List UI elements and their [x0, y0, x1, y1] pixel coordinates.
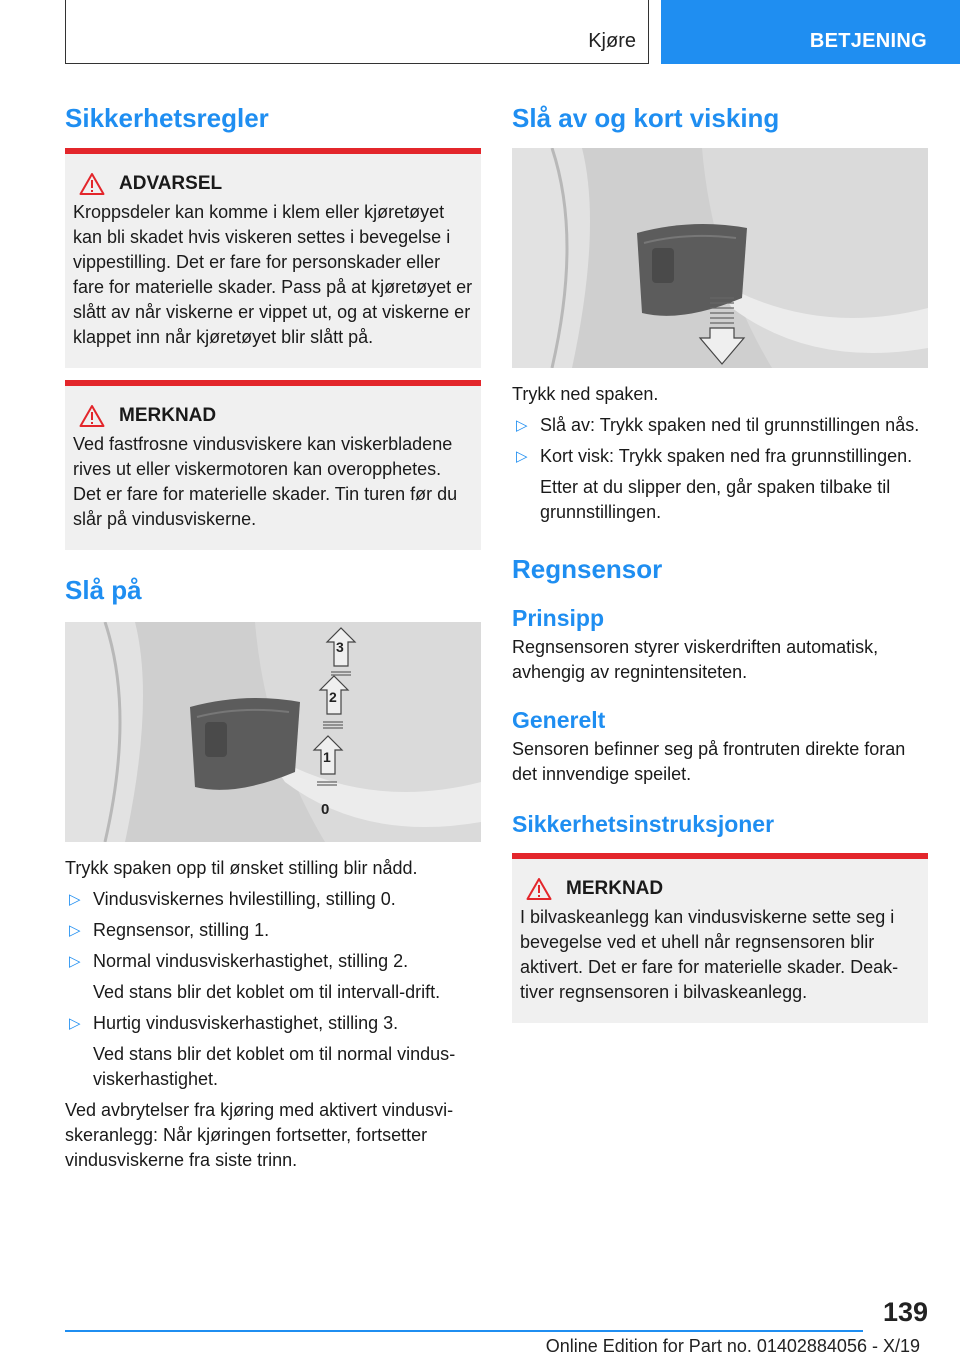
note-text-right: I bilvaskeanlegg kan vindusviskerne sette seg i bevegelse ved et uhell når regnsensoren blir aktivert. Det er fare for materielle skader. Deaktiver regnsensoren i bilvaskeanlegg. — [520, 907, 899, 1002]
heading-switch-off: Slå av og kort visking — [512, 103, 780, 133]
bullet-arrow-icon: ▷ — [516, 448, 528, 465]
list-item: ▷ Regnsensor, stilling 1. — [65, 918, 481, 943]
bullet-arrow-icon: ▷ — [69, 922, 81, 939]
list-item: ▷ Hurtig vindusviskerhastighet, stilling 3. Ved stans blir det koblet om til normal vindusviskerhastighet. — [65, 1011, 481, 1092]
note-label-left: MERKNAD — [119, 405, 217, 426]
warning-triangle-icon — [79, 404, 105, 428]
page-number: 139 — [882, 1297, 928, 1327]
header-chapter-label: BETJENING — [809, 30, 927, 52]
warning-triangle-icon — [526, 877, 552, 901]
header-chapter-tab — [661, 0, 960, 64]
footer-edition: Online Edition for Part no. 01402884056 - X/19 — [545, 1336, 920, 1356]
heading-general: Generelt — [512, 707, 606, 733]
note-title-left — [73, 404, 473, 428]
left-column — [65, 100, 481, 1173]
position-list — [65, 887, 481, 1092]
bullet-arrow-icon: ▷ — [69, 1015, 81, 1032]
position-mark-0: 0 — [321, 801, 330, 818]
heading-switch-on: Slå på — [65, 575, 142, 605]
heading-safety-instructions: Sikkerhetsinstruksjoner — [512, 811, 775, 837]
header-section-tab — [65, 0, 649, 64]
switch-off-intro: Trykk ned spaken. — [512, 384, 659, 404]
note-title-right — [520, 877, 920, 901]
note-text-left: Ved fastfrosne vindusviskere kan viskerbladene rives ut eller viskermotoren kan overopphetes. Det er fare for materielle skader. Tin turen før du slår på vindusviskerne. — [73, 434, 458, 529]
position-mark-2: 2 — [329, 689, 337, 705]
list-item: ▷ Slå av: Trykk spaken ned til grunnstillingen nås. — [512, 413, 928, 438]
position-mark-3: 3 — [336, 639, 344, 655]
list-item: ▷ Vindusviskernes hvilestilling, stilling 0. — [65, 887, 481, 912]
heading-safety-rules: Sikkerhetsregler — [65, 103, 269, 133]
position-mark-1: 1 — [323, 749, 331, 765]
list-item-note: Ved stans blir det koblet om til normal vindusviskerhastighet. — [93, 1044, 456, 1089]
principle-text: Regnsensoren styrer viskerdriften automatisk, avhengig av regnintensiteten. — [512, 637, 879, 682]
wiper-lever-up-image — [65, 622, 481, 842]
heading-principle: Prinsipp — [512, 605, 605, 631]
heading-rain-sensor: Regnsensor — [512, 554, 663, 584]
bullet-arrow-icon: ▷ — [69, 891, 81, 908]
switch-on-intro: Trykk spaken opp til ønsket stilling blir nådd. — [65, 858, 418, 878]
bullet-arrow-icon: ▷ — [516, 417, 528, 434]
bullet-arrow-icon: ▷ — [69, 953, 81, 970]
list-item-note: Etter at du slipper den, går spaken tilbake til grunnstillingen. — [540, 477, 891, 522]
list-item: ▷ Kort visk: Trykk spaken ned fra grunnstillingen. Etter at du slipper den, går spaken tilbake til grunnstillingen. — [512, 444, 928, 525]
switch-off-list — [512, 413, 928, 525]
list-item: ▷ Normal vindusviskerhastighet, stilling 2. Ved stans blir det koblet om til intervall-drift. — [65, 949, 481, 1005]
list-item-note: Ved stans blir det koblet om til intervall-drift. — [93, 982, 441, 1002]
header-section-label: Kjøre — [588, 30, 636, 52]
general-text: Sensoren befinner seg på frontruten direkte foran det innvendige speilet. — [512, 739, 906, 784]
warning-box — [65, 148, 481, 368]
note-label-right: MERKNAD — [566, 878, 664, 899]
wiper-lever-down-image — [512, 148, 928, 368]
warning-label: ADVARSEL — [119, 173, 223, 194]
warning-title — [73, 172, 473, 196]
warning-text: Kroppsdeler kan komme i klem eller kjøretøyet kan bli skadet hvis viskeren settes i bevegelse i vippestilling. Det er fare for personskader eller fare for materielle skader. Pass på at kjøretøyet er slått av når viskerne er vippet ut, og at viskerne er klappet inn når kjøretøyet blir slått på. — [73, 202, 473, 347]
footer-divider — [65, 1330, 863, 1332]
right-column — [512, 100, 928, 1023]
warning-triangle-icon — [79, 172, 105, 196]
note-box-right — [512, 853, 928, 1023]
switch-on-outro: Ved avbrytelser fra kjøring med aktivert vindusviskeranlegg: Når kjøringen fortsetter, fortsetter vindusviskerne fra siste trinn. — [65, 1100, 454, 1170]
note-box-left — [65, 380, 481, 550]
